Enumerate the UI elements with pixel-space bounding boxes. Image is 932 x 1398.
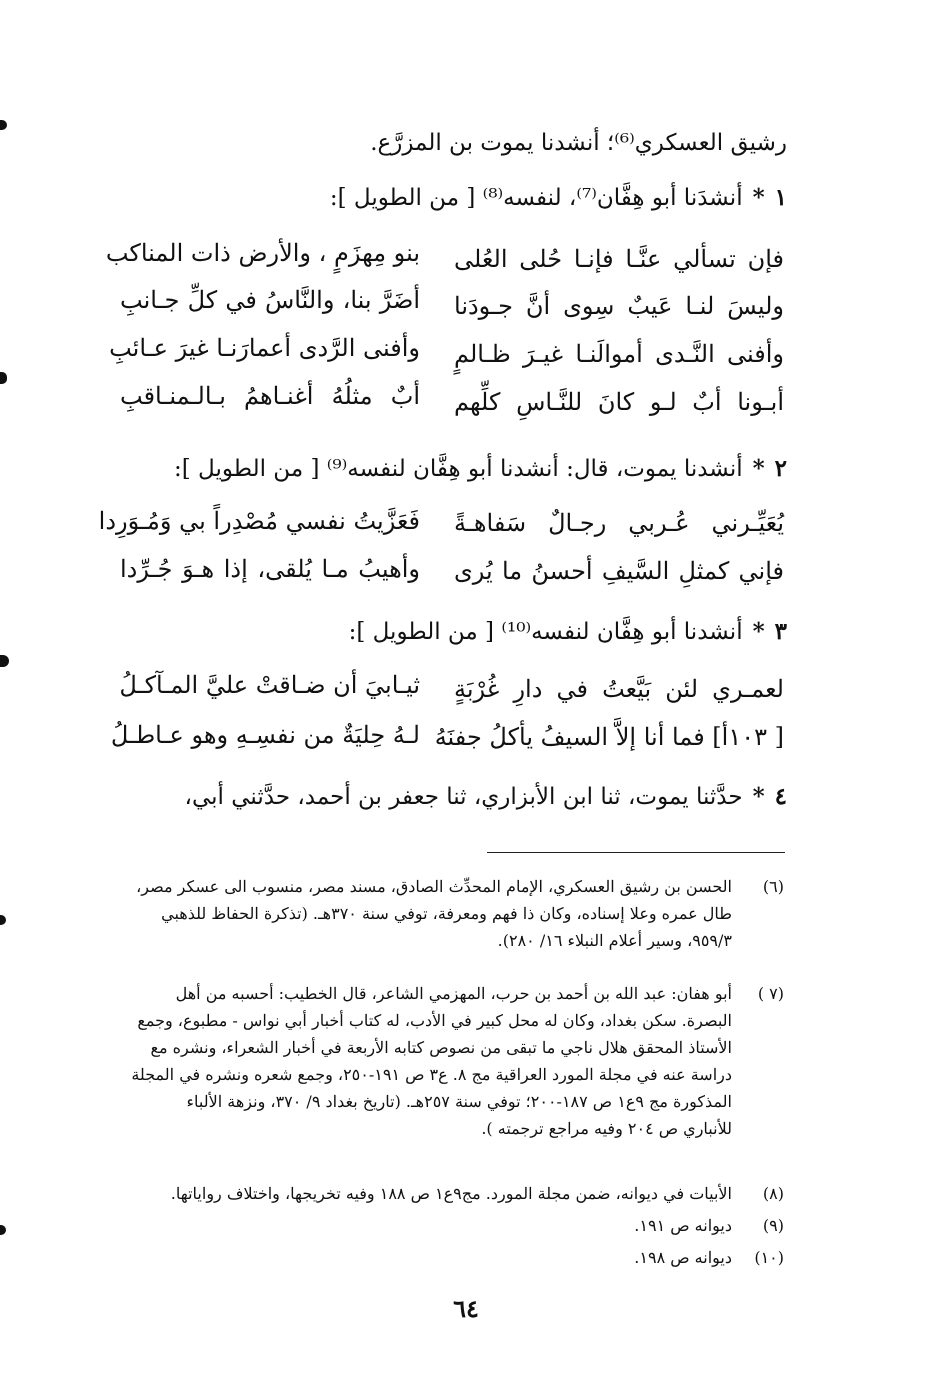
page-number: ٦٤ — [453, 1294, 479, 1323]
section-heading: أنشدَنا أبو هِفَّان⁽⁷⁾، لنفسه⁽⁸⁾ [ من الطويل ]: — [329, 185, 743, 211]
verse-hemistich-left: أبٌ مثلُهُ أغنـاهمُ بـالـمنـاقبِ — [120, 382, 420, 410]
star-marker: * — [752, 455, 765, 482]
intro-line: رشيق العسكري⁽⁶⁾؛ أنشدنا يموت بن المزرَّع. — [370, 130, 787, 156]
footnote-line: طال عمره وعلا إسناده، وكان ذا فهم ومعرفة، توفي سنة ٣٧٠هـ. (تذكرة الحفاظ للذهبي — [161, 904, 732, 923]
star-marker: * — [752, 618, 765, 645]
verse-hemistich-left: أضَرَّ بنا، والنَّاسُ في كلِّ جـانبِ — [120, 286, 420, 314]
star-marker: * — [752, 184, 765, 211]
footnote-line: دراسة عنه في مجلة المورد العراقية مج ٨. ع٣ ص ١٩١-٢٥٠، وجمع شعره ونشره في المجلة — [131, 1065, 732, 1084]
footnote-line: ٩٥٩/٣، وسير أعلام النبلاء ١٦/ ٢٨٠). — [497, 931, 732, 950]
section-heading: أنشدنا يموت، قال: أنشدنا أبو هِفَّان لنفسه⁽⁹⁾ [ من الطويل ]: — [174, 456, 743, 482]
footnote-line: الأستاذ المحقق هلال ناجي ما تبقى من نصوص كتابه الأربعة في أخبار الشعراء، ونشره مع — [150, 1038, 732, 1057]
scan-edge-mark — [0, 1225, 6, 1235]
footnote-line: الحسن بن رشيق العسكري، الإمام المحدِّث الصادق، مسند مصر، منسوب الى عسكر مصر، — [136, 877, 732, 896]
scan-edge-mark — [0, 372, 7, 384]
footnote-number: (٨) — [762, 1184, 784, 1203]
verse-hemistich-right: لعمـري لئن بَيَّعتُ في دارِ غُرْبَةٍ — [454, 675, 784, 703]
verse-hemistich-left: وأهيبُ مـا يُلقى، إذا هـوَ جُـرِّدا — [120, 555, 420, 583]
footnote — [78, 1180, 784, 1207]
footnote-line: المذكورة مج ٩ع١ ص ١٨٧-٢٠٠؛ توفي سنة ٢٥٧هـ. (تاريخ بغداد ٩/ ٣٧٠، ونزهة الألباء — [186, 1092, 732, 1111]
verse-hemistich-left: بنو مِهزَمٍ ، والأرض ذات المناكب — [105, 239, 420, 267]
footnote-line: الأبيات في ديوانه، ضمن مجلة المورد. مج٩ع١ ص ١٨٨ وفيه تخريجها، واختلاف رواياتها. — [170, 1184, 732, 1203]
section-3-heading-line — [349, 617, 787, 647]
footnote — [78, 1244, 784, 1271]
section-number: ٢ — [774, 455, 787, 482]
verse-hemistich-right: أبـونا أبٌ لـو كانَ للنَّـاسِ كلِّهم — [454, 388, 784, 416]
footnote-divider — [487, 852, 785, 853]
footnote-line: البصرة. سكن بغداد، وكان له محل كبير في الأدب، له كتاب أخبار أبي نواس - مطبوع، وجمع — [137, 1011, 732, 1030]
footnote — [78, 980, 784, 1142]
section-heading: حدَّثنا يموت، ثنا ابن الأبزاري، ثنا جعفر بن أحمد، حدَّثني أبي، — [184, 784, 743, 810]
star-marker: * — [752, 783, 765, 810]
footnote-number: (٦) — [762, 877, 784, 896]
section-2-heading-line — [174, 454, 787, 484]
verse-hemistich-right: وليسَ لنـا عَيبٌ سِوى أنَّ جـودَنا — [454, 292, 784, 320]
footnote — [78, 1212, 784, 1239]
footnote-line: للأنباري ص ٢٠٤ وفيه مراجع ترجمته ). — [481, 1119, 732, 1138]
verse-hemistich-right: وأفنى النَّـدى أموالَنـا غيـرَ ظـالمٍ — [454, 340, 784, 368]
footnote-line: ديوانه ص ١٩٨. — [634, 1248, 732, 1267]
verse-hemistich-left: لـهُ حِليَةٌ من نفسِـهِ وهو عـاطـلُ — [110, 721, 420, 749]
section-4-heading-line — [185, 782, 787, 812]
footnote-line: أبو هفان: عبد الله بن أحمد بن حرب، المهزمي الشاعر، قال الخطيب: أحسبه من أهل — [175, 984, 732, 1003]
section-number: ١ — [774, 184, 787, 211]
footnote-line: ديوانه ص ١٩١. — [634, 1216, 732, 1235]
verse-hemistich-right: فإن تسألي عنَّـا فإنـا حُلى العُلى — [454, 245, 784, 273]
footnote-number: (٩) — [762, 1216, 784, 1235]
verse-hemistich-left: فَعَزَّيتُ نفسي مُصْدِراً بي وَمُـوَرِدا — [98, 507, 420, 535]
footnote-number: (٧ ) — [757, 984, 784, 1003]
section-number: ٣ — [774, 618, 787, 645]
scan-edge-mark — [0, 120, 7, 130]
footnote-number: (١٠) — [754, 1248, 784, 1267]
section-number: ٤ — [774, 783, 787, 810]
section-heading: أنشدنا أبو هِفَّان لنفسه⁽¹⁰⁾ [ من الطويل ]: — [348, 619, 743, 645]
footnote — [78, 873, 784, 954]
scan-edge-mark — [0, 655, 9, 667]
section-1-heading-line — [330, 183, 787, 213]
scan-edge-mark — [0, 915, 6, 925]
verse-hemistich-right: [ ١٠٣أ] فما أنا إلاَّ السيفُ يأكلُ جفنَهُ — [434, 723, 784, 751]
verse-hemistich-right: فإني كمثلِ السَّيفِ أحسنُ ما يُرى — [454, 557, 784, 585]
verse-hemistich-right: يُعَيِّـرني عُـربي رجـالٌ سَفاهـةً — [454, 509, 784, 537]
verse-hemistich-left: ثيـابيَ أن ضـاقتْ عليَّ المـآكـلُ — [119, 671, 420, 699]
verse-hemistich-left: وأفنى الرَّدى أعمارَنـا غيرَ عـائبِ — [109, 334, 420, 362]
